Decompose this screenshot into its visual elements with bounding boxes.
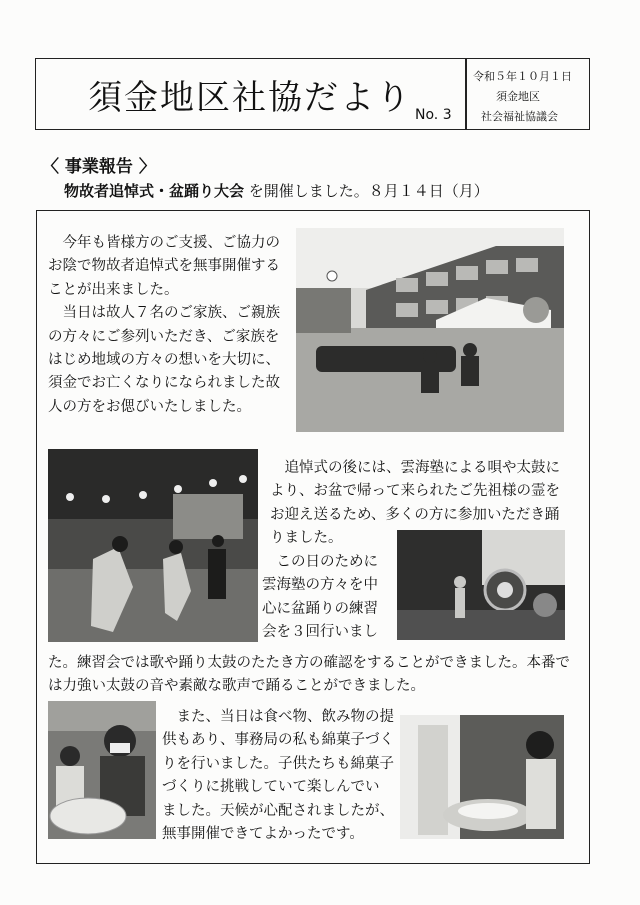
issue-org: 社会福祉協議会: [481, 110, 558, 123]
photo-cotton-candy-child-icon: [48, 701, 156, 839]
paragraph-cotton-candy: また、当日は食べ物、飲み物の提 供もあり、事務局の私も綿菓子づく りを行いました。子供たちも綿菓子 づくりに挑戦していて楽しんでい ました。天候が心配されましたが、 無事開催できてよかったです。: [162, 709, 394, 843]
paragraph-memorial: 今年も皆様方のご支援、ご協力の お陰で物故者追悼式を無事開催する ことが出来ました。 当日は故人７名のご家族、ご親族 の方々にご参列いただき、ご家族を はじめ地域の方々の想いを大切に、 須金でお亡くなりになられました故 人の方をお偲びいたしました。: [48, 235, 280, 415]
paragraph-practice: この日のために 雲海塾の方々を中 心に盆踊りの練習 会を３回行いまし: [262, 554, 378, 641]
issue-number: No. 3: [415, 107, 452, 123]
newsletter-title: 須金地区社協だより: [88, 78, 412, 118]
event-date: を開催しました。８月１４日（月）: [244, 182, 489, 200]
event-line: [64, 180, 489, 201]
photo-memorial-icon: [296, 228, 564, 432]
section-heading: 〈 事業報告 〉: [42, 157, 156, 177]
photo-cotton-candy-machine-icon: [400, 715, 564, 839]
issue-date: 令和５年１０月１日: [473, 70, 572, 83]
paragraph-bon-dance: 追悼式の後には、雲海塾による唄や太鼓に より、お盆で帰って来られたご先祖様の霊を お迎え送るため、多くの方に参加いただき踊 りました。: [270, 460, 560, 547]
issue-area: 須金地区: [496, 90, 540, 103]
photo-taiko-icon: [397, 530, 565, 640]
photo-bon-dance-icon: [48, 449, 258, 642]
paragraph-performance: た。練習会では歌や踊り太鼓のたたき方の確認をすることができました。本番で は力強い太鼓の音や素敵な歌声で踊ることができました。: [48, 655, 570, 695]
event-name: 物故者追悼式・盆踊り大会: [64, 182, 245, 200]
